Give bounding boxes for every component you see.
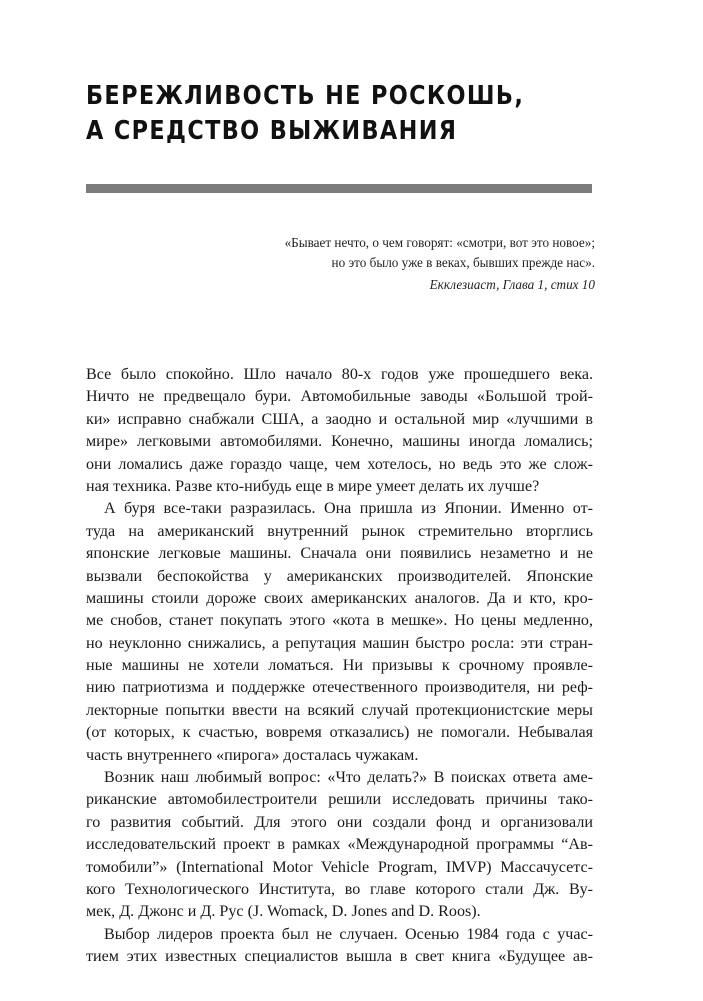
body-line: лекторные попытки ввести на всякий случай протекционистские меры [86,701,593,719]
body-line: исследовательский проект в рамках «Международной программы “Ав- [86,836,593,854]
body-line: (от которых, к счастью, вовремя отказались) не помогали. Небывалая [86,724,593,742]
body-line: ки» исправно снабжали США, а заодно и остальной мир «лучшими в [86,410,593,428]
epigraph-line: но это было уже в веках, бывших прежде нас». [331,255,595,270]
body-line: Возник наш любимый вопрос: «Что делать?» В поисках ответа аме- [104,769,593,787]
body-line: риканские автомобилестроители решили исследовать причины тако- [86,791,593,809]
body-text [86,364,593,969]
body-line: вызвали беспокойства у американских производителей. Японские [86,567,593,585]
body-line: часть внутреннего «пирога» досталась чужакам. [86,746,419,764]
body-line: японские легковые машины. Сначала они появились незаметно и не [86,545,593,563]
body-line: А буря все-таки разразилась. Она пришла из Японии. Именно от- [104,500,593,518]
body-line: Ничто не предвещало бури. Автомобильные заводы «Большой трой- [86,388,593,406]
body-line: томобили”» (International Motor Vehicle Program, IMVP) Массачусетс- [86,858,593,876]
body-line: мире» легковыми автомобилями. Конечно, машины иногда ломались; [86,433,593,451]
chapter-title-line: БЕРЕЖЛИВОСТЬ НЕ РОСКОШЬ, [86,81,525,111]
body-line: тием этих известных специалистов вышла в свет книга «Будущее ав- [86,948,593,966]
body-line: они ломались даже гораздо чаще, чем хотелось, но ведь это же слож- [86,455,593,473]
body-line: машины стоили дороже своих американских аналогов. Да и кто, кро- [86,589,593,607]
epigraph [155,233,595,295]
body-line: туда на американский внутренний рынок стремительно вторглись [86,522,593,540]
body-line: нию патриотизма и поддержке отечественного производителя, ни реф- [86,679,593,697]
body-line: кого Технологического Института, во главе которого стали Дж. Ву- [86,880,593,898]
body-line: ные машины не хотели ломаться. Ни призывы к срочному проявле- [86,657,593,675]
body-line: но неуклонно снижались, а репутация машин быстро росла: эти стран- [86,634,593,652]
epigraph-source: Екклезиаст, Глава 1, стих 10 [429,277,595,292]
body-line: го развития событий. Для этого они создали фонд и организовали [86,813,593,831]
body-line: мек, Д. Джонс и Д. Рус (J. Womack, D. Jones and D. Roos). [86,903,481,921]
body-line: Выбор лидеров проекта был не случаен. Осенью 1984 года с учас- [104,925,593,943]
epigraph-line: «Бывает нечто, о чем говорят: «смотри, вот это новое»; [284,235,595,250]
chapter-title [86,79,533,149]
body-line: ме снобов, станет покупать этого «кота в мешке». Но цены медленно, [86,612,593,630]
title-divider-rule [86,184,592,193]
body-line: ная техника. Разве кто-нибудь еще в мире умеет делать их лучше? [86,477,540,495]
chapter-title-line: А СРЕДСТВО ВЫЖИВАНИЯ [86,116,458,146]
body-line: Все было спокойно. Шло начало 80-х годов уже прошедшего века. [86,366,593,383]
